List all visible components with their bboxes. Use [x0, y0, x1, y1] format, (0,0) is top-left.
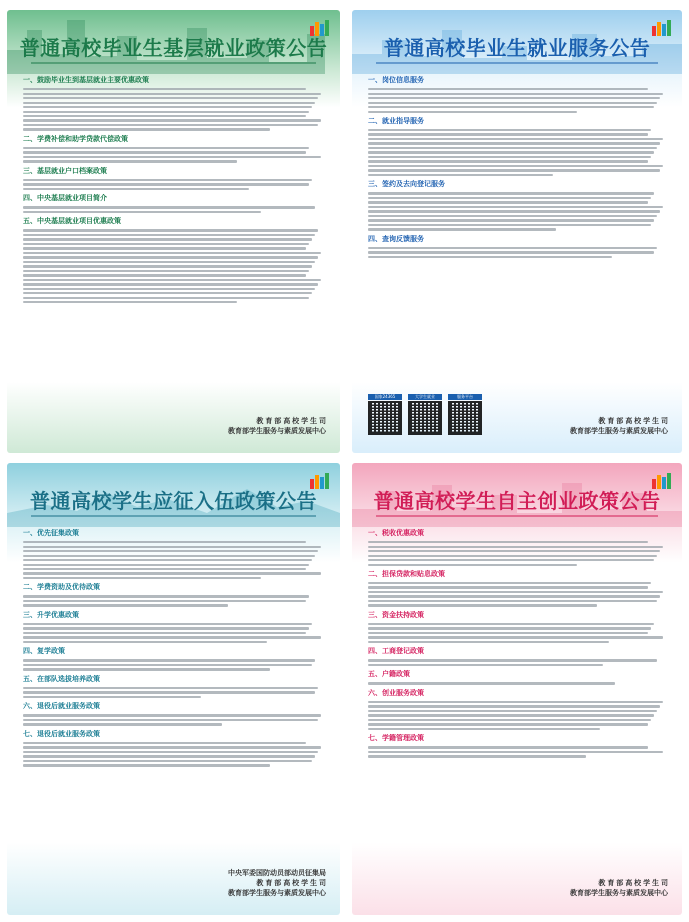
- body-text-line: [23, 687, 318, 689]
- body-text-line: [368, 169, 660, 171]
- body-text-line: [23, 719, 318, 721]
- body-text-line: [23, 270, 309, 272]
- poster-entrepreneurship: [352, 463, 682, 915]
- policy-section: [368, 670, 666, 684]
- body-text-line: [23, 128, 270, 130]
- body-text-line: [23, 751, 318, 753]
- qr-code-row: [368, 394, 482, 435]
- body-text-line: [368, 664, 603, 666]
- body-text-line: [23, 668, 270, 670]
- body-text-line: [23, 632, 306, 634]
- body-text-line: [23, 691, 315, 693]
- title-divider: [376, 515, 658, 517]
- body-text-line: [368, 102, 657, 104]
- poster-title: 普通高校学生应征入伍政策公告: [30, 491, 317, 513]
- body-text-line: [368, 627, 651, 629]
- policy-section: [368, 76, 666, 113]
- body-text-line: [368, 147, 657, 149]
- body-text-line: [23, 764, 270, 766]
- body-text-line: [368, 133, 648, 135]
- poster-content: [368, 76, 666, 262]
- section-heading: 一、税收优惠政策: [368, 530, 424, 537]
- section-heading: 二、学费补偿和助学贷款代偿政策: [23, 135, 128, 143]
- body-text-line: [23, 595, 309, 597]
- body-text-line: [368, 701, 663, 703]
- section-heading: 四、工商登记政策: [368, 648, 424, 656]
- body-text-line: [23, 160, 237, 162]
- body-text-line: [368, 224, 651, 226]
- poster-content: [23, 529, 324, 771]
- policy-section: [23, 730, 324, 767]
- body-text-line: [368, 755, 586, 757]
- body-text-line: [23, 568, 306, 570]
- body-text-line: [368, 728, 600, 730]
- body-text-line: [23, 541, 306, 543]
- body-text-line: [23, 179, 312, 181]
- body-text-line: [368, 160, 648, 162]
- body-text-line: [368, 582, 651, 584]
- body-text-line: [23, 664, 312, 666]
- body-text-line: [368, 215, 657, 217]
- policy-section: [368, 647, 666, 666]
- body-text-line: [23, 247, 306, 249]
- qr-code[interactable]: [368, 394, 402, 435]
- section-heading: 四、中央基层就业项目简介: [23, 195, 107, 203]
- body-text-line: [368, 546, 663, 548]
- section-heading: 二、担保贷款和贴息政策: [368, 570, 445, 578]
- body-text-line: [23, 301, 237, 303]
- body-text-line: [23, 151, 306, 153]
- body-text-line: [368, 247, 657, 249]
- footer-line: 教育部学生服务与素质发展中心: [228, 428, 326, 435]
- poster-content: [23, 76, 324, 307]
- policy-section: [23, 529, 324, 579]
- body-text-line: [23, 297, 309, 299]
- body-text-line: [368, 586, 648, 588]
- title-divider: [376, 62, 658, 64]
- section-heading: 六、创业服务政策: [368, 689, 424, 697]
- body-text-line: [368, 197, 651, 199]
- body-text-line: [368, 564, 577, 566]
- body-text-line: [23, 93, 321, 95]
- body-text-line: [368, 174, 553, 176]
- section-heading: 二、就业指导服务: [368, 117, 424, 125]
- body-text-line: [23, 760, 312, 762]
- body-text-line: [23, 623, 312, 625]
- poster-title: 普通高校毕业生基层就业政策公告: [19, 38, 328, 60]
- footer-line: 教 育 部 高 校 学 生 司: [256, 880, 326, 887]
- body-text-line: [23, 265, 312, 267]
- poster-footer: [228, 417, 326, 437]
- body-text-line: [23, 600, 306, 602]
- body-text-line: [368, 138, 663, 140]
- policy-section: [23, 194, 324, 213]
- policy-section: [23, 167, 324, 190]
- body-text-line: [368, 555, 657, 557]
- section-heading: 一、优先征集政策: [23, 530, 79, 537]
- body-text-line: [368, 151, 654, 153]
- body-text-line: [23, 274, 306, 276]
- section-heading: 六、退役后就业服务政策: [23, 703, 100, 711]
- body-text-line: [368, 142, 660, 144]
- body-text-line: [368, 88, 648, 90]
- body-text-line: [23, 238, 312, 240]
- body-text-line: [23, 742, 306, 744]
- policy-section: [368, 117, 666, 176]
- body-text-line: [23, 234, 315, 236]
- section-heading: 四、复学政策: [23, 648, 65, 656]
- body-text-line: [23, 119, 321, 121]
- body-text-line: [23, 659, 315, 661]
- body-text-line: [23, 555, 315, 557]
- poster-footer: [570, 879, 668, 899]
- qr-code[interactable]: [448, 394, 482, 435]
- body-text-line: [368, 600, 657, 602]
- body-text-line: [23, 746, 321, 748]
- section-heading: 四、查询反馈服务: [368, 235, 424, 243]
- section-heading: 三、签约及去向登记服务: [368, 181, 445, 189]
- body-text-line: [368, 604, 597, 606]
- body-text-line: [23, 252, 321, 254]
- qr-label: 服务平台: [448, 394, 482, 400]
- section-heading: 三、升学优惠政策: [23, 611, 79, 619]
- footer-line: 教 育 部 高 校 学 生 司: [598, 880, 668, 887]
- body-text-line: [23, 288, 315, 290]
- body-text-line: [23, 261, 315, 263]
- policy-section: [368, 570, 666, 607]
- body-text-line: [23, 279, 321, 281]
- body-text-line: [368, 256, 612, 258]
- footer-line: 教育部学生服务与素质发展中心: [570, 890, 668, 897]
- body-text-line: [23, 546, 321, 548]
- body-text-line: [23, 714, 321, 716]
- body-text-line: [23, 97, 318, 99]
- body-text-line: [368, 719, 651, 721]
- policy-section: [23, 702, 324, 725]
- policy-section: [23, 675, 324, 698]
- section-heading: 一、鼓励毕业生到基层就业主要优惠政策: [23, 77, 149, 84]
- section-heading: 三、基层就业户口档案政策: [23, 167, 107, 175]
- body-text-line: [368, 723, 648, 725]
- section-heading: 七、学籍管理政策: [368, 735, 424, 743]
- body-text-line: [368, 751, 663, 753]
- body-text-line: [23, 243, 309, 245]
- body-text-line: [368, 705, 660, 707]
- body-text-line: [368, 746, 648, 748]
- poster-title: 普通高校毕业生就业服务公告: [383, 38, 651, 60]
- poster-footer: [228, 869, 326, 899]
- body-text-line: [368, 156, 651, 158]
- body-text-line: [23, 115, 306, 117]
- body-text-line: [23, 559, 312, 561]
- section-heading: 五、户籍政策: [368, 671, 410, 679]
- body-text-line: [368, 641, 609, 643]
- footer-line: 教育部学生服务与素质发展中心: [570, 428, 668, 435]
- body-text-line: [368, 228, 556, 230]
- title-divider: [31, 62, 316, 64]
- body-text-line: [23, 206, 315, 208]
- footer-line: 中央军委国防动员部动员征集局: [228, 870, 326, 877]
- poster-grassroots-employment: [7, 10, 340, 453]
- body-text-line: [23, 550, 318, 552]
- body-text-line: [368, 106, 654, 108]
- policy-section: [368, 529, 666, 566]
- body-text-line: [368, 595, 660, 597]
- body-text-line: [368, 210, 660, 212]
- body-text-line: [23, 111, 309, 113]
- section-heading: 二、学费资助及优待政策: [23, 584, 100, 592]
- body-text-line: [23, 723, 222, 725]
- body-text-line: [23, 147, 309, 149]
- body-text-line: [23, 604, 228, 606]
- body-text-line: [23, 88, 306, 90]
- body-text-line: [23, 564, 309, 566]
- policy-section: [368, 689, 666, 730]
- body-text-line: [23, 636, 321, 638]
- qr-code-icon: [408, 401, 442, 435]
- body-text-line: [23, 755, 315, 757]
- section-heading: 三、资金扶持政策: [368, 611, 424, 619]
- qr-label: 大学生就业: [408, 394, 442, 400]
- body-text-line: [368, 251, 654, 253]
- body-text-line: [368, 710, 657, 712]
- body-text-line: [23, 183, 309, 185]
- body-text-line: [23, 572, 321, 574]
- body-text-line: [368, 623, 654, 625]
- body-text-line: [23, 106, 312, 108]
- policy-section: [23, 583, 324, 606]
- body-text-line: [23, 256, 318, 258]
- body-text-line: [23, 641, 267, 643]
- body-text-line: [368, 541, 648, 543]
- policy-section: [23, 76, 324, 131]
- poster-military-enlistment: [7, 463, 340, 915]
- body-text-line: [368, 192, 654, 194]
- body-text-line: [368, 206, 663, 208]
- poster-title: 普通高校学生自主创业政策公告: [373, 491, 661, 513]
- body-text-line: [368, 632, 648, 634]
- policy-section: [368, 611, 666, 643]
- body-text-line: [368, 714, 654, 716]
- body-text-line: [368, 111, 577, 113]
- qr-label: 国家24365: [368, 394, 402, 400]
- qr-code-icon: [368, 401, 402, 435]
- qr-code-icon: [448, 401, 482, 435]
- body-text-line: [23, 211, 261, 213]
- body-text-line: [368, 129, 651, 131]
- body-text-line: [23, 124, 318, 126]
- body-text-line: [368, 165, 663, 167]
- policy-section: [23, 611, 324, 643]
- body-text-line: [368, 591, 663, 593]
- body-text-line: [368, 201, 648, 203]
- footer-line: 教 育 部 高 校 学 生 司: [256, 418, 326, 425]
- qr-code[interactable]: [408, 394, 442, 435]
- policy-section: [368, 180, 666, 230]
- body-text-line: [23, 577, 261, 579]
- body-text-line: [23, 102, 315, 104]
- body-text-line: [23, 627, 309, 629]
- body-text-line: [368, 93, 663, 95]
- policy-section: [23, 217, 324, 303]
- policy-section: [368, 235, 666, 258]
- poster-content: [368, 529, 666, 762]
- footer-line: 教 育 部 高 校 学 生 司: [598, 418, 668, 425]
- body-text-line: [368, 559, 654, 561]
- policy-section: [368, 734, 666, 757]
- section-heading: 七、退役后就业服务政策: [23, 730, 100, 738]
- body-text-line: [23, 229, 318, 231]
- body-text-line: [368, 659, 657, 661]
- policy-section: [23, 647, 324, 670]
- body-text-line: [368, 97, 660, 99]
- body-text-line: [23, 292, 312, 294]
- section-heading: 五、中央基层就业项目优惠政策: [23, 218, 121, 226]
- title-divider: [31, 515, 316, 517]
- body-text-line: [368, 550, 660, 552]
- footer-line: 教育部学生服务与素质发展中心: [228, 890, 326, 897]
- body-text-line: [23, 156, 321, 158]
- body-text-line: [368, 682, 615, 684]
- body-text-line: [23, 283, 318, 285]
- poster-employment-service: [352, 10, 682, 453]
- body-text-line: [23, 696, 201, 698]
- body-text-line: [368, 636, 663, 638]
- section-heading: 一、岗位信息服务: [368, 77, 424, 84]
- body-text-line: [23, 188, 249, 190]
- policy-section: [23, 135, 324, 163]
- body-text-line: [368, 219, 654, 221]
- poster-footer: [570, 417, 668, 437]
- section-heading: 五、在部队选拔培养政策: [23, 675, 100, 683]
